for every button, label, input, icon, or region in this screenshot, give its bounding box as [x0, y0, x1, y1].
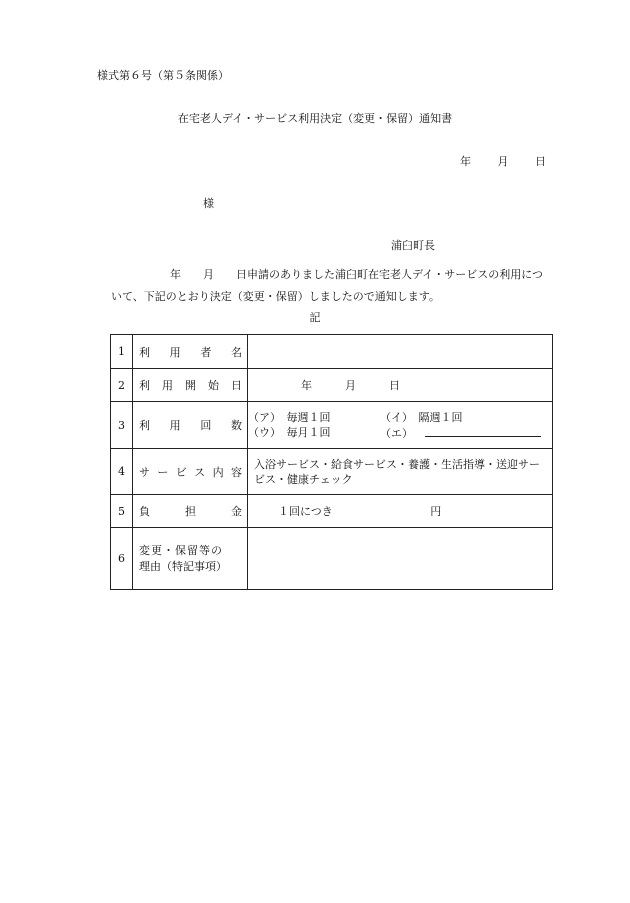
row-label-reason: 変更・保留等の 理由（特記事項）	[133, 528, 248, 590]
row-number: 4	[111, 449, 133, 495]
reason-field[interactable]	[248, 528, 553, 590]
table-row-reason	[111, 528, 553, 590]
row-label-user-name: 利 用 者 名	[133, 335, 248, 369]
row-label-frequency: 利 用 回 数	[133, 402, 248, 449]
service-content-value: 入浴サービス・給食サービス・養護・生活指導・送迎サー ビス・健康チェック	[248, 449, 553, 495]
table-row-user-name	[111, 335, 553, 369]
charge-field[interactable]: １回につき 円	[248, 495, 553, 528]
table-row-start-date	[111, 369, 553, 402]
date-day: 日	[535, 155, 546, 168]
body-text-line-2: いて、下記のとおり決定（変更・保留）しましたので通知します。	[111, 290, 440, 303]
row-label-charge: 負 担 金	[133, 495, 248, 528]
option-e-other[interactable]: （エ）	[380, 425, 541, 441]
table-row-charge	[111, 495, 553, 528]
row-number: 1	[111, 335, 133, 369]
issuer-name: 浦臼町長	[391, 239, 435, 252]
row-label-service-content: サ ー ビ ス 内 容	[133, 449, 248, 495]
date-line	[460, 153, 546, 169]
option-e-blank-line[interactable]	[425, 425, 541, 437]
row-number: 2	[111, 369, 133, 402]
addressee-suffix: 様	[203, 197, 214, 210]
date-year: 年	[460, 155, 471, 168]
table-row-frequency	[111, 402, 553, 449]
body-text-line-1: 年 月 日申請のありました浦臼町在宅老人デイ・サービスの利用につ	[170, 268, 544, 281]
row-number: 6	[111, 528, 133, 590]
start-date-field[interactable]: 年 月 日	[248, 369, 553, 402]
row-number: 5	[111, 495, 133, 528]
document-title: 在宅老人デイ・サービス利用決定（変更・保留）通知書	[177, 112, 453, 125]
table-row-service-content	[111, 449, 553, 495]
option-i-biweekly[interactable]: （イ） 隔週１回	[380, 410, 463, 424]
option-u-monthly[interactable]: （ウ） 毎月１回	[248, 425, 331, 439]
ki-heading: 記	[309, 311, 321, 324]
row-label-start-date: 利 用 開 始 日	[133, 369, 248, 402]
user-name-field[interactable]	[248, 335, 553, 369]
option-a-weekly[interactable]: （ア） 毎週１回	[248, 410, 331, 424]
frequency-options	[248, 402, 553, 449]
form-number: 様式第６号（第５条関係）	[97, 69, 229, 82]
date-month: 月	[497, 155, 509, 168]
detail-table	[110, 334, 553, 590]
row-number: 3	[111, 402, 133, 449]
